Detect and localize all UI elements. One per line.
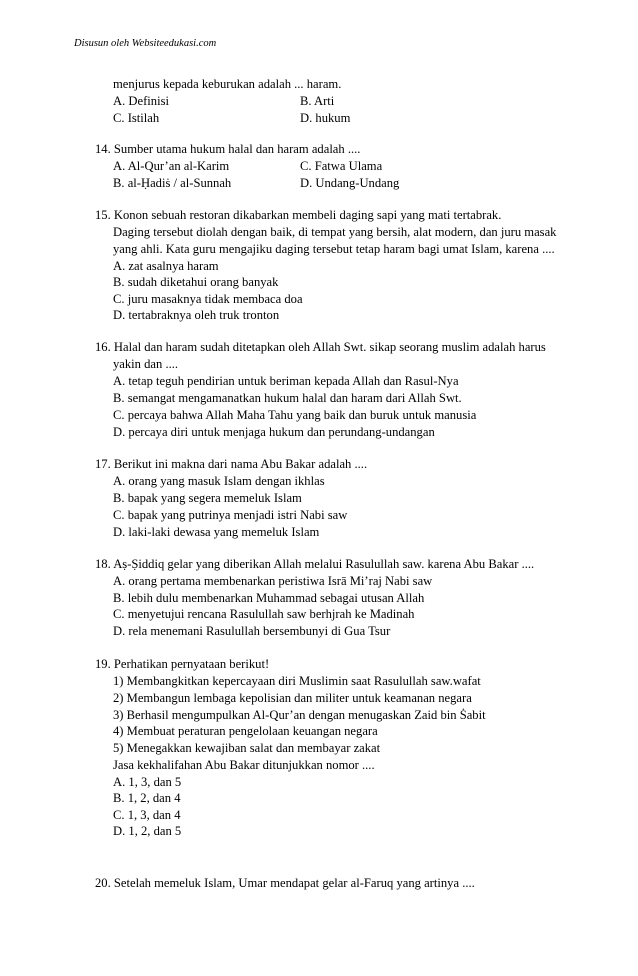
q16-option-b: B. semangat mengamanatkan hukum halal dan haram dari Allah Swt. (113, 391, 462, 405)
question-16-stem-line-1: 16. Halal dan haram sudah ditetapkan oleh Allah Swt. sikap seorang muslim adalah harus (95, 340, 546, 354)
q16-option-c: C. percaya bahwa Allah Maha Tahu yang baik dan buruk untuk manusia (113, 408, 477, 422)
q19-statement-2: 2) Membangun lembaga kepolisian dan militer untuk keamanan negara (113, 691, 472, 705)
q14-option-b: B. al-Ḥadiṡ / al-Sunnah (113, 176, 232, 190)
q15-option-c: C. juru masaknya tidak membaca doa (113, 292, 303, 306)
q17-option-d: D. laki-laki dewasa yang memeluk Islam (113, 525, 320, 539)
q18-option-b: B. lebih dulu membenarkan Muhammad sebagai utusan Allah (113, 591, 425, 605)
q14-option-c: C. Fatwa Ulama (300, 159, 383, 173)
question-19-stem: 19. Perhatikan pernyataan berikut! (95, 657, 270, 671)
q18-option-d: D. rela menemani Rasulullah bersembunyi di Gua Tsur (113, 624, 391, 638)
q13-option-a: A. Definisi (113, 94, 169, 108)
q19-statement-5: 5) Menegakkan kewajiban salat dan membayar zakat (113, 741, 381, 755)
q19-option-b: B. 1, 2, dan 4 (113, 791, 181, 805)
q19-statement-1: 1) Membangkitkan kepercayaan diri Muslimin saat Rasulullah saw.wafat (113, 674, 481, 688)
question-18-stem: 18. Aṣ-Ṣiddiq gelar yang diberikan Allah melalui Rasulullah saw. karena Abu Bakar .... (95, 557, 535, 571)
q17-option-a: A. orang yang masuk Islam dengan ikhlas (113, 474, 325, 488)
q14-option-a: A. Al-Qur’an al-Karim (113, 159, 230, 173)
q19-statement-4: 4) Membuat peraturan pengelolaan keuangan negara (113, 724, 378, 738)
q17-option-c: C. bapak yang putrinya menjadi istri Nabi saw (113, 508, 348, 522)
q15-option-a: A. zat asalnya haram (113, 259, 219, 273)
q15-option-d: D. tertabraknya oleh truk tronton (113, 308, 280, 322)
q18-option-a: A. orang pertama membenarkan peristiwa Isrā Mi’raj Nabi saw (113, 574, 433, 588)
page-header: Disusun oleh Websiteedukasi.com (74, 38, 217, 49)
q13-option-c: C. Istilah (113, 111, 160, 125)
q19-option-c: C. 1, 3, dan 4 (113, 808, 181, 822)
q19-question: Jasa kekhalifahan Abu Bakar ditunjukkan nomor .... (113, 758, 375, 772)
q13-option-b: B. Arti (300, 94, 335, 108)
q18-option-c: C. menyetujui rencana Rasulullah saw berhjrah ke Madinah (113, 607, 415, 621)
question-17-stem: 17. Berikut ini makna dari nama Abu Bakar adalah .... (95, 457, 368, 471)
question-20-stem: 20. Setelah memeluk Islam, Umar mendapat gelar al-Faruq yang artinya .... (95, 876, 475, 890)
q15-option-b: B. sudah diketahui orang banyak (113, 275, 279, 289)
q19-option-a: A. 1, 3, dan 5 (113, 775, 182, 789)
q16-option-a: A. tetap teguh pendirian untuk beriman kepada Allah dan Rasul-Nya (113, 374, 459, 388)
question-15-stem-line-3: yang ahli. Kata guru mengajiku daging tersebut tetap haram bagi umat Islam, karena .... (113, 242, 555, 256)
q17-option-b: B. bapak yang segera memeluk Islam (113, 491, 302, 505)
question-14-stem: 14. Sumber utama hukum halal dan haram adalah .... (95, 142, 361, 156)
question-15-stem-line-1: 15. Konon sebuah restoran dikabarkan membeli daging sapi yang mati tertabrak. (95, 208, 502, 222)
q19-statement-3: 3) Berhasil mengumpulkan Al-Qur’an dengan menugaskan Zaid bin Ṡabit (113, 708, 486, 722)
q16-option-d: D. percaya diri untuk menjaga hukum dan perundang-undangan (113, 425, 435, 439)
question-13-stem: menjurus kepada keburukan adalah ... haram. (113, 77, 342, 91)
q19-option-d: D. 1, 2, dan 5 (113, 824, 182, 838)
q13-option-d: D. hukum (300, 111, 351, 125)
question-16-stem-line-2: yakin dan .... (113, 357, 179, 371)
q14-option-d: D. Undang-Undang (300, 176, 400, 190)
question-15-stem-line-2: Daging tersebut diolah dengan baik, di tempat yang bersih, alat modern, dan juru masak (113, 225, 557, 239)
